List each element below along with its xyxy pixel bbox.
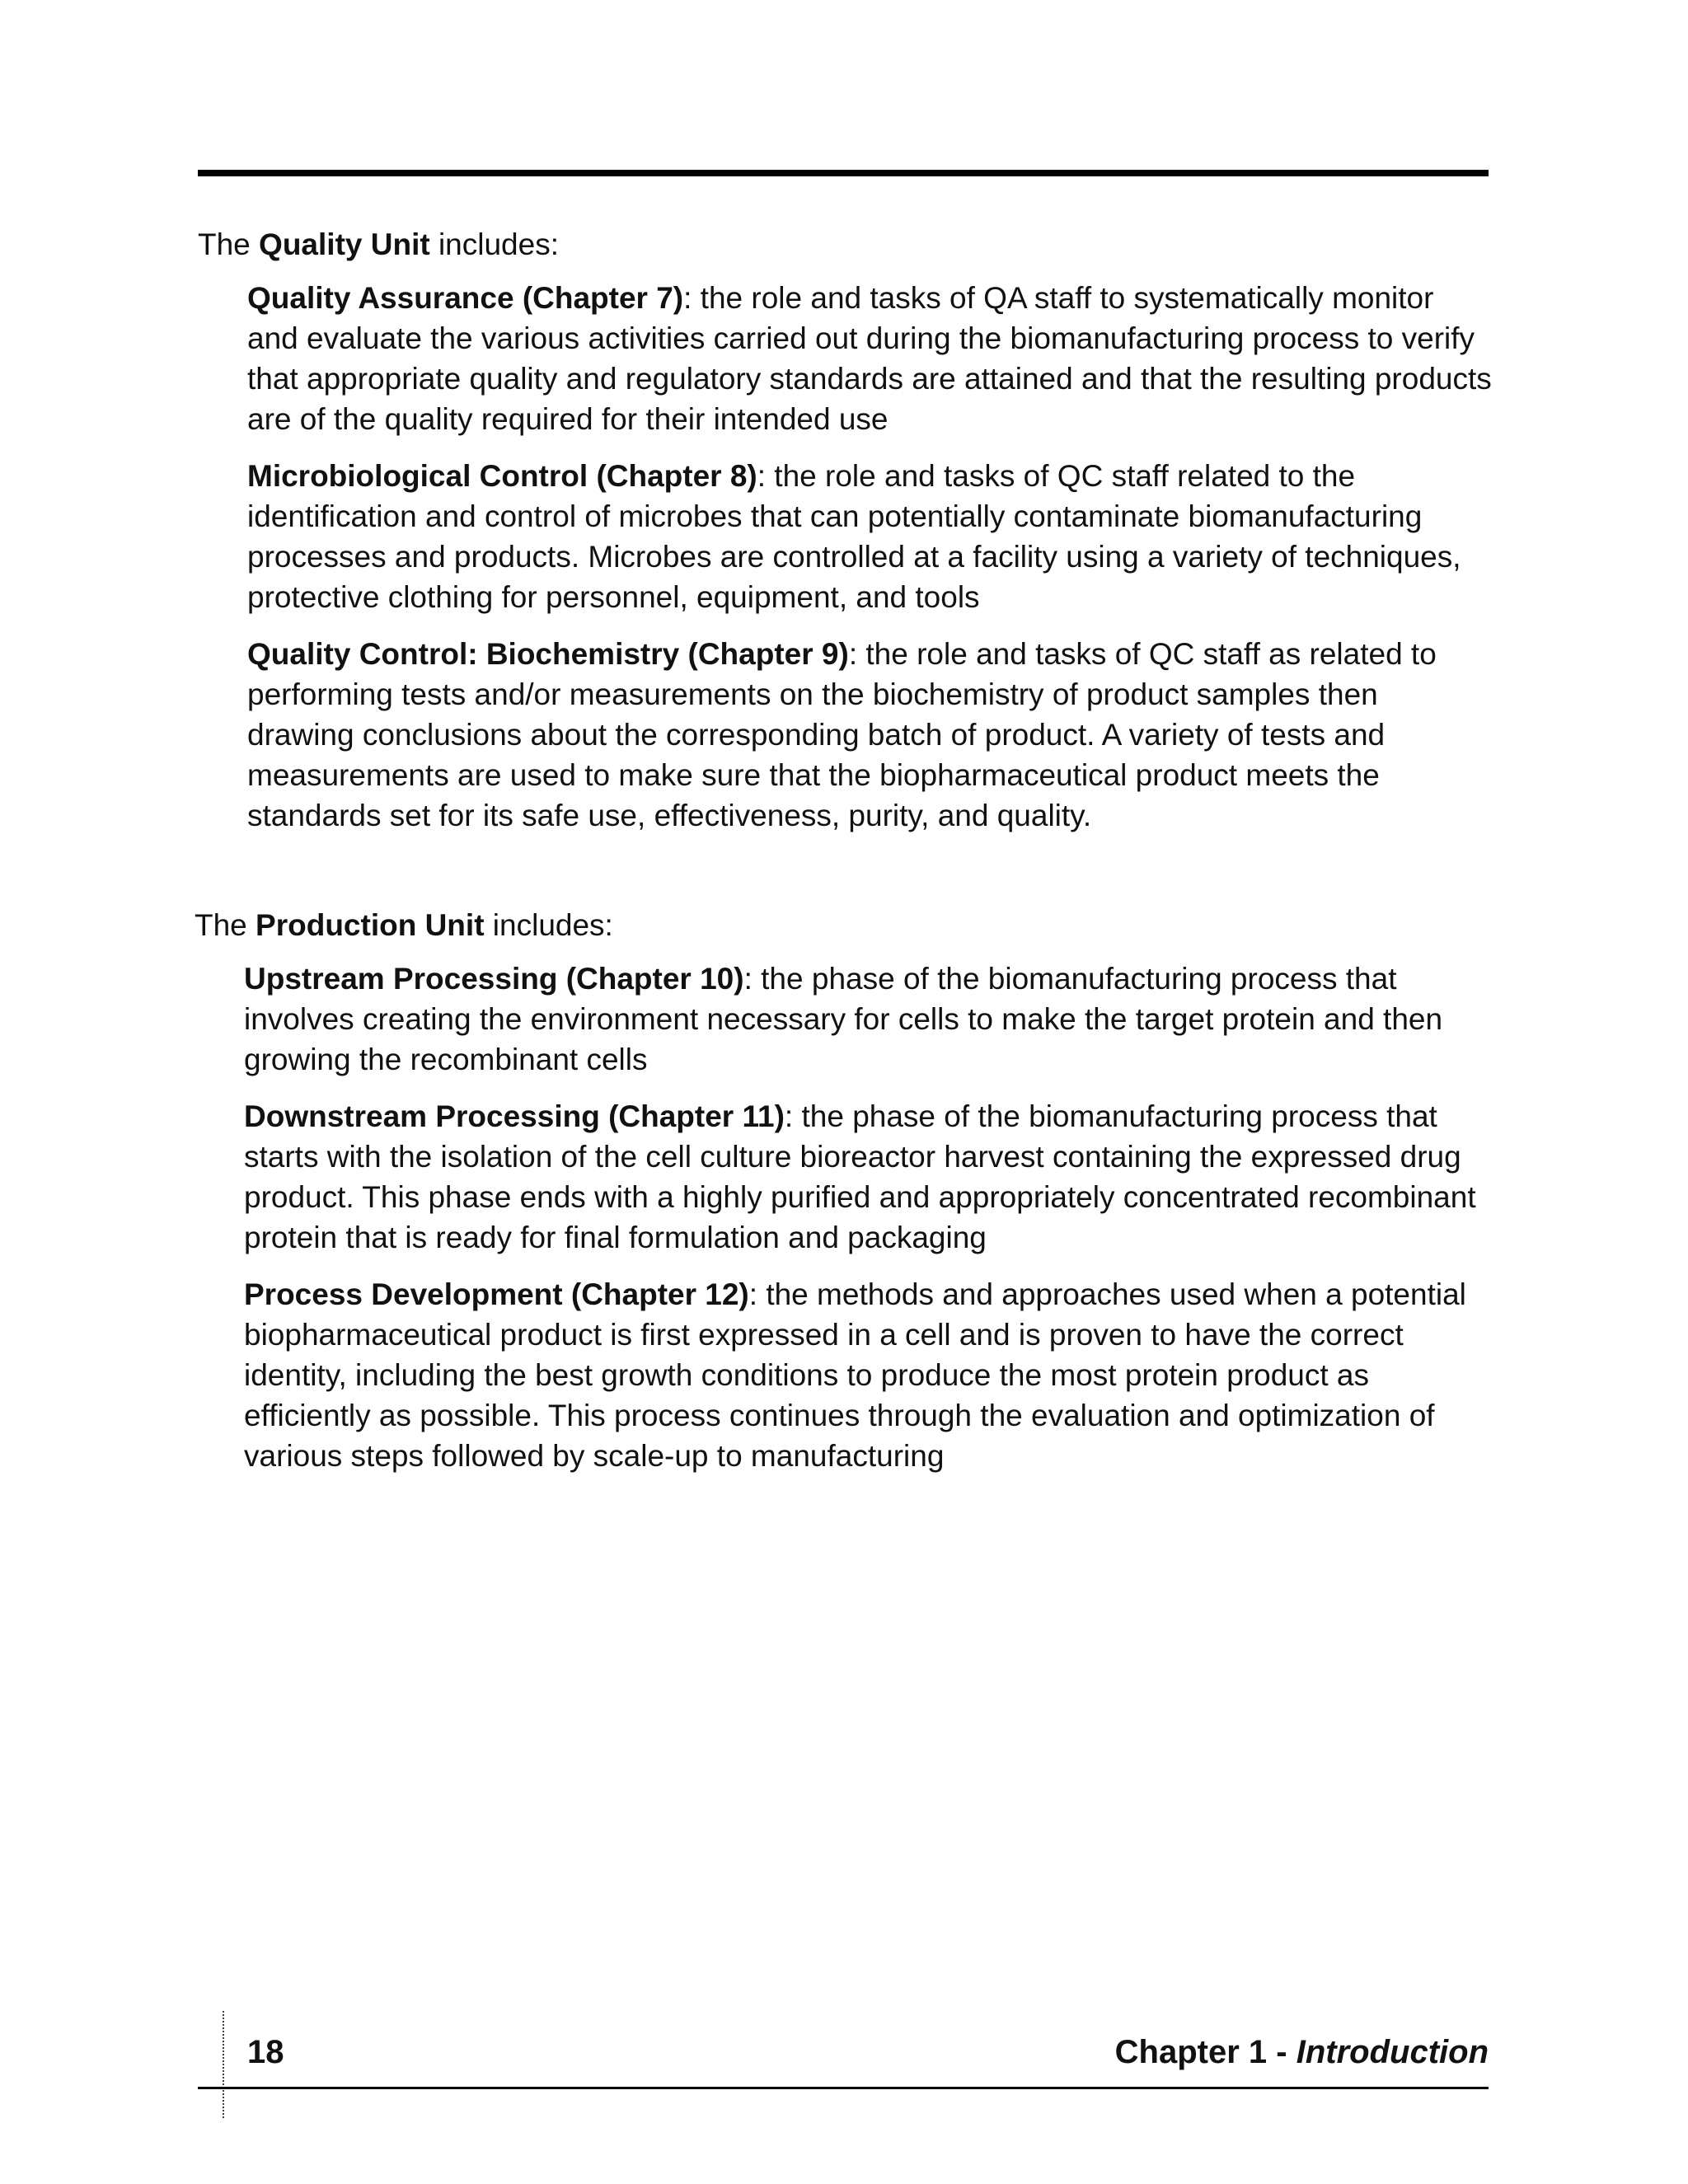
entry-text: : the phase of the biomanufacturing process that involves creating the environment necessary for cells to make the target protein and then growing the recombinant cells — [244, 962, 1443, 1076]
entry-text: : the phase of the biomanufacturing process that starts with the isolation of the cell culture bioreactor harvest containing the expressed drug product. This phase ends with a highly purified and appropriately concentrated recombinant protein that is ready for final formulation and packaging — [244, 1099, 1476, 1254]
entry-title: Process Development (Chapter 12) — [244, 1277, 749, 1311]
header-rule — [198, 170, 1489, 176]
quality-unit-term: Quality Unit — [259, 227, 430, 261]
chapter-name: Introduction — [1296, 2034, 1489, 2070]
footer-dotted-divider — [223, 2011, 224, 2118]
intro-suffix: includes: — [484, 908, 613, 942]
intro-prefix: The — [198, 227, 260, 261]
downstream-processing-entry — [244, 1096, 1489, 1258]
production-unit-intro — [195, 905, 1489, 945]
quality-assurance-entry — [247, 278, 1492, 439]
entry-text: : the role and tasks of QA staff to systematically monitor and evaluate the various activities carried out during the biomanufacturing process to verify that appropriate quality and regulatory standards are attained and that the resulting products are of the quality required for their intended use — [247, 281, 1492, 436]
entry-title: Quality Control: Biochemistry (Chapter 9) — [247, 637, 849, 671]
entry-text: : the role and tasks of QC staff related to the identification and control of microbes that can potentially contaminate biomanufacturing processes and products. Microbes are controlled at a facility using a variety of techniques, protective clothing for personnel, equipment, and tools — [247, 459, 1461, 614]
quality-control-biochemistry-entry — [247, 634, 1492, 836]
footer-rule — [198, 2087, 1489, 2089]
running-chapter-title — [1115, 2032, 1489, 2072]
entry-title: Microbiological Control (Chapter 8) — [247, 459, 757, 493]
upstream-processing-entry — [244, 958, 1489, 1080]
quality-unit-intro — [198, 224, 1492, 265]
entry-text: : the methods and approaches used when a potential biopharmaceutical product is first expressed in a cell and is proven to have the correct identity, including the best growth conditions to produce the most protein product as efficiently as possible. This process continues through the evaluation and optimization of various steps followed by scale-up to manufacturing — [244, 1277, 1466, 1473]
entry-title: Downstream Processing (Chapter 11) — [244, 1099, 785, 1133]
entry-title: Upstream Processing (Chapter 10) — [244, 962, 744, 996]
quality-unit-section — [198, 224, 1492, 836]
entry-title: Quality Assurance (Chapter 7) — [247, 281, 684, 315]
production-unit-term: Production Unit — [256, 908, 485, 942]
chapter-label: Chapter 1 - — [1114, 2034, 1296, 2070]
microbiological-control-entry — [247, 456, 1492, 617]
intro-suffix: includes: — [429, 227, 559, 261]
process-development-entry — [244, 1274, 1489, 1476]
intro-prefix: The — [195, 908, 256, 942]
page-number: 18 — [247, 2034, 284, 2070]
entry-text: : the role and tasks of QC staff as related to performing tests and/or measurements on the biochemistry of product samples then drawing conclusions about the corresponding batch of product. A variety of tests and measurements are used to make sure that the biopharmaceutical product meets the standards set for its safe use, effectiveness, purity, and quality. — [247, 637, 1437, 832]
production-unit-section — [195, 905, 1489, 1476]
